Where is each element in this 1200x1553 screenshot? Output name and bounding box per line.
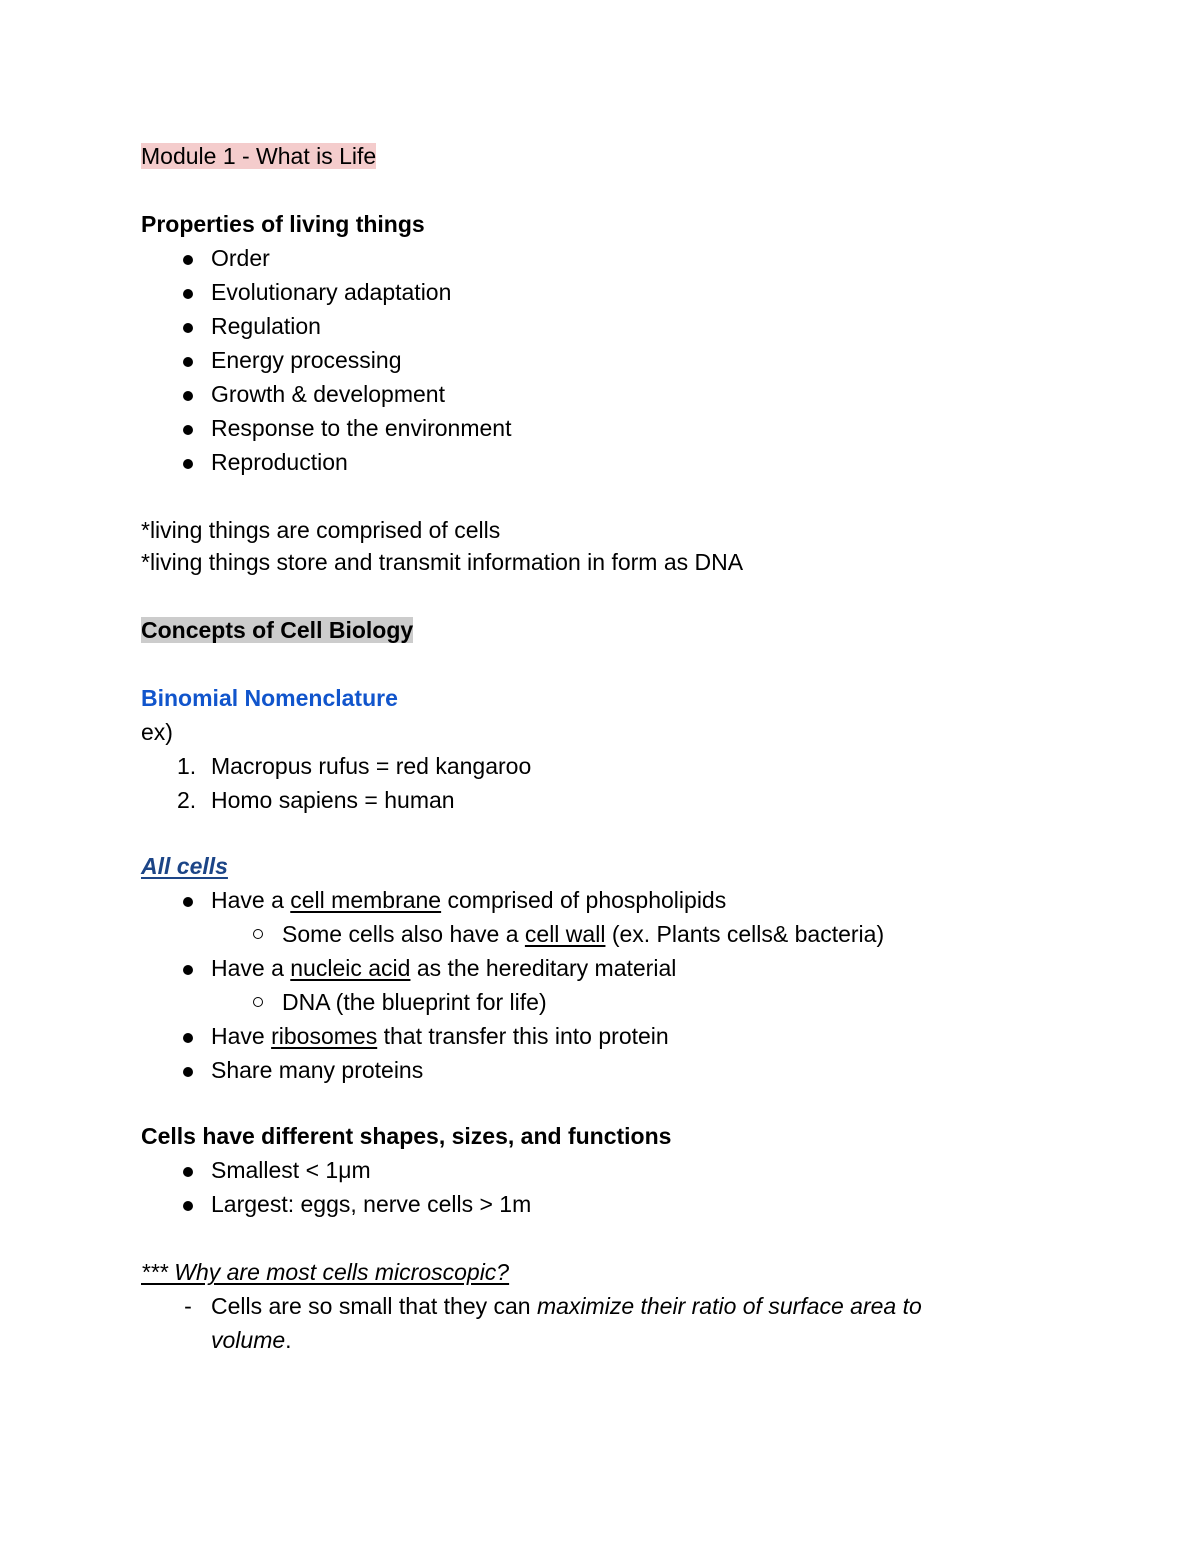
all-cells-heading: All cells bbox=[141, 853, 228, 879]
list-item: Regulation bbox=[141, 309, 1041, 343]
concepts-heading: Concepts of Cell Biology bbox=[141, 617, 414, 643]
numbered-item: 1. Macropus rufus = red kangaroo bbox=[177, 753, 532, 779]
list-item: Largest: eggs, nerve cells > 1m bbox=[141, 1187, 1041, 1221]
module-title: Module 1 - What is Life bbox=[141, 143, 377, 169]
bullet-icon bbox=[183, 255, 193, 265]
ex-label: ex) bbox=[141, 719, 173, 745]
list-item: Evolutionary adaptation bbox=[141, 275, 1041, 309]
bullet-icon bbox=[183, 1167, 193, 1177]
list-item: Have ribosomes that transfer this into protein bbox=[141, 1019, 1041, 1053]
list-item: Growth & development bbox=[141, 377, 1041, 411]
sub-list-item: DNA (the blueprint for life) bbox=[141, 985, 1041, 1019]
hollow-bullet-icon bbox=[253, 929, 263, 939]
properties-heading: Properties of living things bbox=[141, 211, 425, 237]
list-item: Have a nucleic acid as the hereditary material bbox=[141, 951, 1041, 985]
dash-item: - Cells are so small that they can maximize their ratio of surface area to bbox=[184, 1293, 922, 1319]
list-item: Have a cell membrane comprised of phospholipids bbox=[141, 883, 1041, 917]
hollow-bullet-icon bbox=[253, 997, 263, 1007]
note-dna: *living things store and transmit information in form as DNA bbox=[141, 549, 744, 575]
bullet-icon bbox=[183, 459, 193, 469]
bullet-icon bbox=[183, 897, 193, 907]
bullet-icon bbox=[183, 391, 193, 401]
bullet-icon bbox=[183, 1201, 193, 1211]
note-cells: *living things are comprised of cells bbox=[141, 517, 501, 543]
bullet-icon bbox=[183, 965, 193, 975]
bullet-icon bbox=[183, 1033, 193, 1043]
list-item: Energy processing bbox=[141, 343, 1041, 377]
numbered-item: 2. Homo sapiens = human bbox=[177, 787, 455, 813]
list-item: Response to the environment bbox=[141, 411, 1041, 445]
shapes-heading: Cells have different shapes, sizes, and functions bbox=[141, 1123, 672, 1149]
list-item: Smallest < 1μm bbox=[141, 1153, 1041, 1187]
sub-list-item: Some cells also have a cell wall (ex. Plants cells& bacteria) bbox=[141, 917, 1041, 951]
bullet-icon bbox=[183, 357, 193, 367]
list-item: Reproduction bbox=[141, 445, 1041, 479]
bullet-icon bbox=[183, 1067, 193, 1077]
list-item: Share many proteins bbox=[141, 1053, 1041, 1087]
microscopic-question: *** Why are most cells microscopic? bbox=[141, 1259, 510, 1285]
bullet-icon bbox=[183, 425, 193, 435]
list-item: Order bbox=[141, 241, 1041, 275]
bullet-icon bbox=[183, 323, 193, 333]
bullet-icon bbox=[183, 289, 193, 299]
binomial-heading: Binomial Nomenclature bbox=[141, 685, 398, 711]
dash-item-continued: volume. bbox=[211, 1327, 292, 1353]
